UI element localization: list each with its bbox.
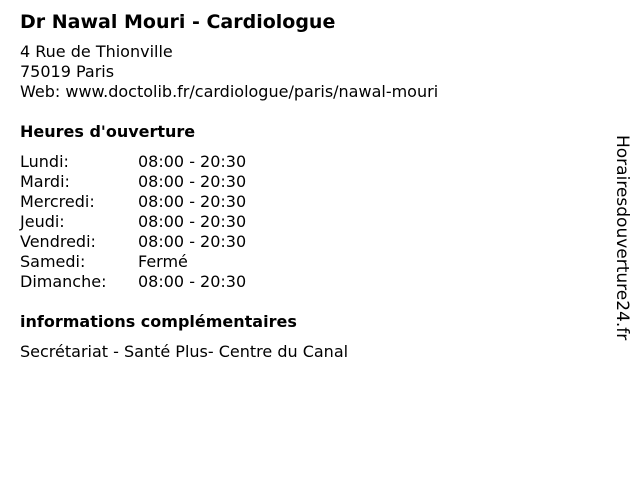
hours-value: 08:00 - 20:30 — [138, 172, 247, 191]
street-address: 4 Rue de Thionville — [20, 42, 173, 61]
day-label: Mardi: — [20, 172, 70, 191]
hours-row-tuesday — [20, 172, 600, 192]
day-label: Vendredi: — [20, 232, 96, 251]
hours-value: Fermé — [138, 252, 188, 271]
business-card — [20, 10, 600, 362]
day-label: Jeudi: — [20, 212, 65, 231]
page-title: Dr Nawal Mouri - Cardiologue — [20, 11, 336, 33]
day-label: Samedi: — [20, 252, 86, 271]
hours-row-saturday — [20, 252, 600, 272]
day-label: Mercredi: — [20, 192, 95, 211]
website-text: Web: www.doctolib.fr/cardiologue/paris/nawal-mouri — [20, 82, 439, 101]
hours-row-wednesday — [20, 192, 600, 212]
hours-value: 08:00 - 20:30 — [138, 152, 247, 171]
additional-info-heading: informations complémentaires — [20, 312, 297, 331]
brand-vertical-text: Horairesdouverture24.fr — [612, 135, 632, 341]
additional-info-text: Secrétariat - Santé Plus- Centre du Canal — [20, 342, 349, 361]
hours-value: 08:00 - 20:30 — [138, 272, 247, 291]
day-label: Lundi: — [20, 152, 69, 171]
hours-row-monday — [20, 152, 600, 172]
opening-hours-heading: Heures d'ouverture — [20, 122, 196, 141]
day-label: Dimanche: — [20, 272, 107, 291]
hours-value: 08:00 - 20:30 — [138, 192, 247, 211]
hours-value: 08:00 - 20:30 — [138, 212, 247, 231]
opening-hours-list — [20, 152, 600, 292]
hours-row-thursday — [20, 212, 600, 232]
hours-row-sunday — [20, 272, 600, 292]
hours-row-friday — [20, 232, 600, 252]
city-address: 75019 Paris — [20, 62, 115, 81]
address-block — [20, 42, 600, 102]
hours-value: 08:00 - 20:30 — [138, 232, 247, 251]
